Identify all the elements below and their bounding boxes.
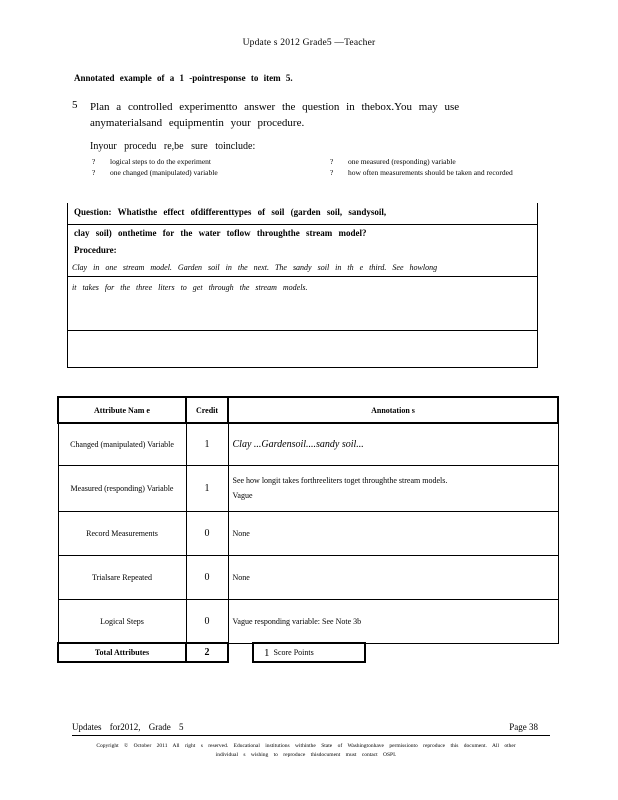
annotated-title: Annotated example of a 1 -pointresponse to item 5. [74,73,293,83]
attribute-cell: Trialsare Repeated [58,555,186,599]
footer-left: Updates for2012, Grade 5 [72,722,184,732]
header-attribute: Attribute Nam e [58,397,186,423]
annotation-cell [228,465,558,511]
attribute-cell: Changed (manipulated) Variable [58,423,186,465]
header-annotations: Annotation s [228,397,558,423]
question-text: Plan a controlled experimentto answer the question in thebox.You may use anymaterialsand equipmentin your procedure. [90,101,460,129]
procedure-label: Procedure: [74,245,117,255]
bullet-text: logical steps to do the experiment [110,157,212,166]
credit-cell: 0 [186,555,228,599]
response-line1: Clay in one stream model. Garden soil in the next. The sandy soil in th e third. See howlong [72,263,438,272]
score-table [57,396,559,644]
bullets-right [330,156,530,178]
bullet-mark: ? [330,168,334,177]
credit-cell: 0 [186,511,228,555]
divider [68,330,537,331]
credit-cell: 0 [186,599,228,643]
response-question-line1: Question: Whatisthe effect ofdifferenttypes of soil (garden soil, sandysoil, [74,207,387,217]
table-row [58,423,558,465]
footer-line [72,722,550,736]
total-label: Total Attributes [57,642,187,663]
annotation-line2: Vague [232,491,253,500]
response-line2: it takes for the three liters to get through the stream models. [72,283,308,292]
bullet-item [330,156,530,167]
attribute-cell: Measured (responding) Variable [58,465,186,511]
credit-cell: 1 [186,465,228,511]
page-header: Update s 2012 Grade5 —Teacher [242,38,376,48]
bullet-item [92,167,312,178]
bullet-text: one measured (responding) variable [348,157,456,166]
page-number: Page 38 [509,722,538,732]
include-label: Inyour procedu re,be sure toinclude: [90,141,256,152]
score-number: 1 [264,646,270,659]
credit-cell: 1 [186,423,228,465]
header-credit: Credit [186,397,228,423]
bullet-mark: ? [92,157,96,166]
attribute-cell: Record Measurements [58,511,186,555]
question-number: 5 [72,99,78,111]
annotation-cell: None [228,555,558,599]
response-question-line2: clay soil) onthetime for the water toflow throughthe stream model? [74,228,367,238]
bullet-text: how often measurements should be taken and recorded [348,168,513,177]
bullet-item [330,167,530,178]
bullets-left [92,156,312,178]
table-header-row [58,397,558,423]
copyright-notice: Copyright © October 2011 All right s reserved. Educational institutions withinthe State of Washingtonhave permissionto reproduce this document. All other individual s wishing to reproduce thisdocument must contact OSPI. [96,743,516,758]
table-row [58,599,558,643]
divider [68,276,537,277]
annotation-cell: Vague responding variable: See Note 3b [228,599,558,643]
bullet-mark: ? [92,168,96,177]
response-box [67,203,538,368]
attribute-cell: Logical Steps [58,599,186,643]
table-row [58,511,558,555]
total-credit: 2 [185,642,229,663]
annotation-cell: None [228,511,558,555]
divider [68,224,537,225]
table-row [58,465,558,511]
table-row [58,555,558,599]
annotation-line1: See how longit takes forthreeliters toget throughthe stream models. [232,476,448,485]
bullet-mark: ? [330,157,334,166]
bullet-text: one changed (manipulated) variable [110,168,218,177]
bullet-item [92,156,312,167]
score-label: Score Points [273,648,314,657]
annotation-cell: Clay ...Gardensoil....sandy soil... [228,423,558,465]
score-points-box [252,642,366,663]
